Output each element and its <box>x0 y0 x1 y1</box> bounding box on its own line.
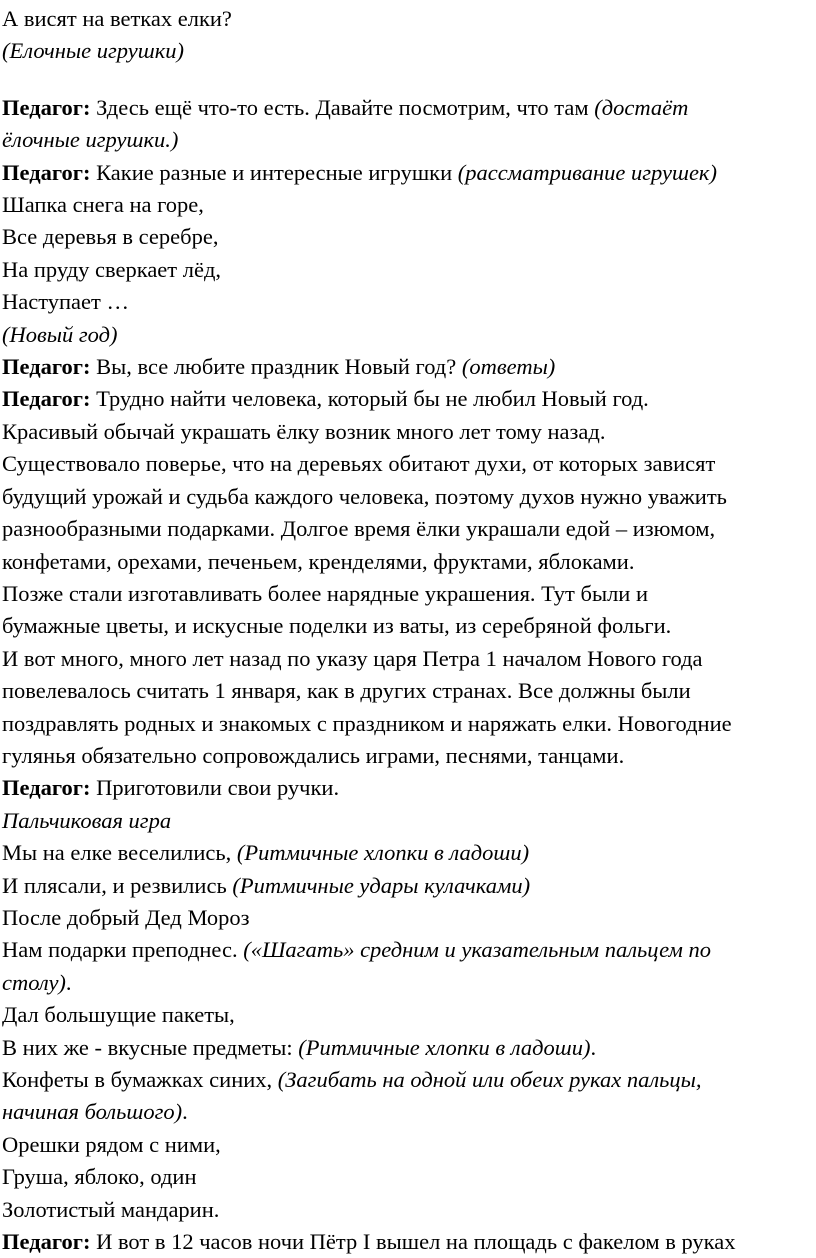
italic-remark: ёлочные игрушки.) <box>2 127 179 153</box>
text-line <box>2 481 816 513</box>
text-segment: разнообразными подарками. Долгое время ёлки украшали едой – изюмом, <box>2 516 716 542</box>
italic-remark: (Елочные игрушки) <box>2 38 184 64</box>
text-segment: В них же - вкусные предметы: <box>2 1034 299 1060</box>
text-line <box>2 35 816 67</box>
italic-remark: (ответы) <box>461 354 556 380</box>
text-line <box>2 513 816 545</box>
italic-remark: (достаёт <box>594 94 689 120</box>
text-line <box>2 221 816 253</box>
text-line <box>2 610 816 642</box>
text-segment: После добрый Дед Мороз <box>2 904 250 930</box>
text-segment: повелевалось считать 1 января, как в других странах. Все должны были <box>2 678 691 704</box>
text-line <box>2 934 816 966</box>
text-segment: И вот много, много лет назад по указу царя Петра 1 началом Нового года <box>2 645 703 671</box>
text-line <box>2 448 816 480</box>
text-segment: Все деревья в серебре, <box>2 224 219 250</box>
text-segment: Позже стали изготавливать более нарядные украшения. Тут были и <box>2 580 649 606</box>
text-line <box>2 1194 816 1226</box>
text-segment: Шапка снега на горе, <box>2 192 204 218</box>
text-line <box>2 1032 816 1064</box>
paragraph-gap <box>2 68 816 92</box>
speaker-label: Педагог: <box>2 159 91 185</box>
text-segment: бумажные цветы, и искусные поделки из ваты, из серебряной фольги. <box>2 613 672 639</box>
italic-remark: (Ритмичные хлопки в ладоши) <box>236 840 530 866</box>
text-line <box>2 546 816 578</box>
speaker-label: Педагог: <box>2 94 91 120</box>
text-segment: Конфеты в бумажках синих, <box>2 1067 278 1092</box>
text-segment: И плясали, и резвились <box>2 872 233 898</box>
text-line <box>2 740 816 772</box>
text-line <box>2 351 816 383</box>
text-line <box>2 675 816 707</box>
text-segment: Какие разные и интересные игрушки <box>90 159 458 185</box>
text-segment: И вот в 12 часов ночи Пётр I вышел на площадь с факелом в руках <box>90 1229 736 1255</box>
text-segment: Существовало поверье, что на деревьях обитают духи, от которых зависят <box>2 451 716 477</box>
text-line <box>2 3 816 35</box>
text-segment: Трудно найти человека, который бы не любил Новый год. <box>90 386 649 412</box>
text-line <box>2 189 816 221</box>
text-segment: . <box>182 1099 188 1125</box>
text-segment: Орешки рядом с ними, <box>2 1131 221 1157</box>
text-segment: будущий урожай и судьба каждого человека, поэтому духов нужно уважить <box>2 483 727 509</box>
text-line <box>2 1064 816 1096</box>
text-segment: Наступает … <box>2 289 129 315</box>
text-segment: Красивый обычай украшать ёлку возник много лет тому назад. <box>2 418 606 444</box>
text-line <box>2 286 816 318</box>
text-segment: Вы, все любите праздник Новый год? <box>90 354 462 380</box>
text-segment: Приготовили свои ручки. <box>90 775 340 801</box>
italic-remark: начиная большого) <box>2 1099 183 1125</box>
text-line <box>2 805 816 837</box>
speaker-label: Педагог: <box>2 775 91 801</box>
text-line <box>2 1226 816 1258</box>
text-line <box>2 92 816 124</box>
text-line <box>2 999 816 1031</box>
text-line <box>2 967 816 999</box>
text-segment: Груша, яблоко, один <box>2 1164 197 1190</box>
text-segment: Здесь ещё что-то есть. Давайте посмотрим, что там <box>90 94 595 120</box>
text-line <box>2 902 816 934</box>
text-segment: Дал большущие пакеты, <box>2 1002 235 1028</box>
text-line <box>2 416 816 448</box>
text-line <box>2 1129 816 1161</box>
text-segment: Мы на елке веселились, <box>2 840 237 866</box>
text-line <box>2 772 816 804</box>
italic-remark: (Новый год) <box>2 321 118 347</box>
text-segment: конфетами, орехами, печеньем, кренделями, фруктами, яблоками. <box>2 548 635 574</box>
text-line <box>2 157 816 189</box>
text-line <box>2 870 816 902</box>
italic-remark: (рассматривание игрушек) <box>457 159 717 185</box>
text-line <box>2 837 816 869</box>
text-line <box>2 578 816 610</box>
italic-remark: столу) <box>2 969 66 995</box>
italic-remark: (Ритмичные хлопки в ладоши) <box>298 1034 591 1060</box>
text-line <box>2 643 816 675</box>
italic-remark: Пальчиковая игра <box>2 807 172 833</box>
speaker-label: Педагог: <box>2 354 91 380</box>
text-segment: Золотистый мандарин. <box>2 1196 220 1222</box>
italic-remark: (Ритмичные удары кулачками) <box>232 872 531 898</box>
italic-remark: («Шагать» средним и указательным пальцем по <box>243 937 711 963</box>
text-line <box>2 1161 816 1193</box>
text-segment: поздравлять родных и знакомых с праздником и наряжать елки. Новогодние <box>2 710 732 736</box>
text-line <box>2 1096 816 1128</box>
text-line <box>2 254 816 286</box>
speaker-label: Педагог: <box>2 1229 91 1255</box>
text-line <box>2 319 816 351</box>
text-segment: . <box>590 1034 597 1060</box>
text-segment: . <box>65 969 72 995</box>
speaker-label: Педагог: <box>2 386 91 412</box>
text-segment: гулянья обязательно сопровождались играми, песнями, танцами. <box>2 742 625 768</box>
text-segment: А висят на ветках елки? <box>2 6 232 31</box>
text-line <box>2 383 816 415</box>
text-line <box>2 708 816 740</box>
text-segment: Нам подарки преподнес. <box>2 937 244 963</box>
text-line <box>2 124 816 156</box>
italic-remark: (Загибать на одной или обеих руках пальцы, <box>277 1067 702 1092</box>
text-segment: На пруду сверкает лёд, <box>2 256 222 282</box>
